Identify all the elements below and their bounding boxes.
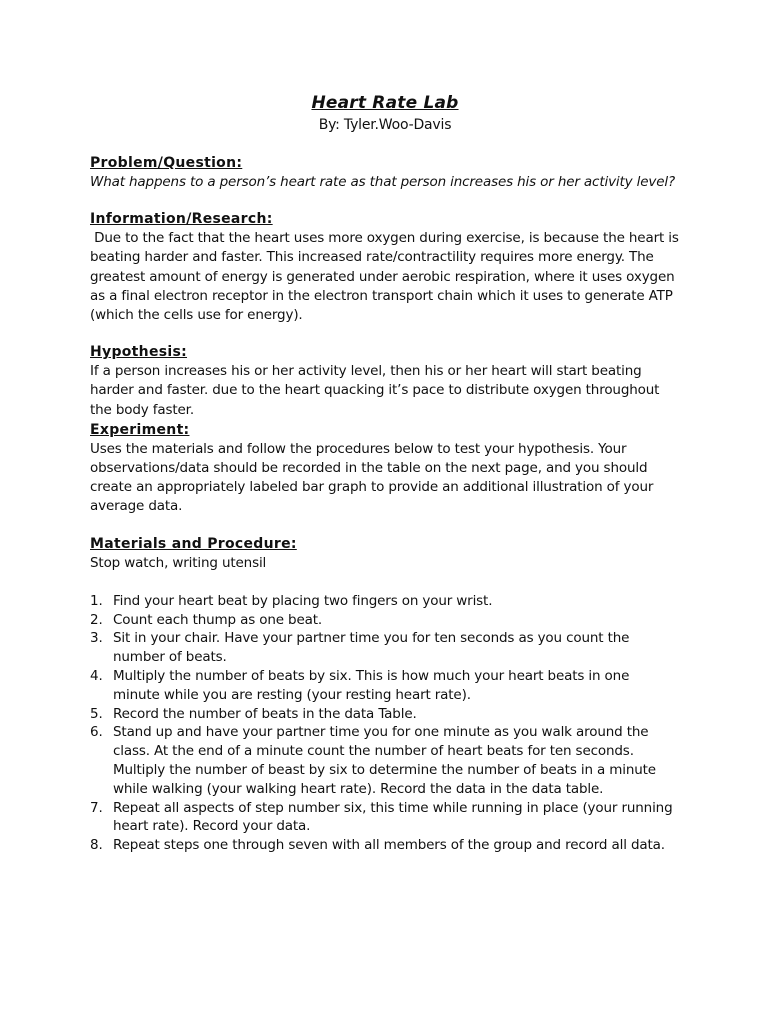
step-number: 5. [90,705,103,722]
hypothesis-section [90,343,680,420]
procedure-step [90,629,680,667]
information-heading: Information/Research: [90,211,273,228]
materials-section [90,535,680,573]
experiment-heading: Experiment: [90,421,190,438]
materials-heading: Materials and Procedure: [90,535,297,552]
step-text: Repeat steps one through seven with all members of the group and record all data. [113,837,665,854]
materials-text: Stop watch, writing utensil [90,554,267,571]
step-text: Repeat all aspects of step number six, this time while running in place (your running heart rate). Record your data. [113,799,673,835]
step-number: 1. [90,592,103,609]
problem-section [90,154,680,192]
procedure-step [90,592,680,611]
document-page [90,92,683,855]
information-section [90,210,683,325]
step-text: Sit in your chair. Have your partner time you for ten seconds as you count the number of beats. [113,630,630,666]
document-title: Heart Rate Lab [311,93,459,113]
step-text: Find your heart beat by placing two fingers on your wrist. [113,592,493,609]
procedure-step [90,705,680,724]
step-number: 4. [90,668,103,685]
step-text: Count each thump as one beat. [113,611,323,628]
problem-text: What happens to a person’s heart rate as that person increases his or her activity level? [90,174,675,190]
procedure-step [90,836,680,855]
hypothesis-text: If a person increases his or her activity level, then his or her heart will start beating harder and faster. due to the heart quacking it’s pace to distribute oxygen throughout the body faster. [90,363,660,418]
experiment-text: Uses the materials and follow the procedures below to test your hypothesis. Your observations/data should be recorded in the table on the next page, and you should create an appropriately labeled bar graph to provide an additional illustration of your average data. [90,440,654,515]
step-number: 2. [90,611,103,628]
procedure-step [90,723,680,798]
step-number: 7. [90,799,103,816]
procedure-step [90,799,680,837]
procedure-list [90,592,680,855]
step-number: 6. [90,724,103,741]
procedure-step [90,667,680,705]
problem-heading: Problem/Question: [90,155,243,171]
step-text: Record the number of beats in the data Table. [113,705,417,722]
step-number: 3. [90,630,103,647]
step-number: 8. [90,837,103,854]
procedure-step [90,611,680,630]
experiment-section [90,421,680,517]
information-text: Due to the fact that the heart uses more oxygen during exercise, is because the heart is beating harder and faster. This increased rate/contractility requires more energy. The greatest amount of energy is generated under aerobic respiration, where it uses oxygen as a final electron receptor in the electron transport chain which it uses to generate ATP (which the cells use for energy). [90,230,683,324]
hypothesis-heading: Hypothesis: [90,344,188,361]
author-line: By: Tyler.Woo-Davis [318,117,452,133]
step-text: Stand up and have your partner time you for one minute as you walk around the class. At the end of a minute count the number of heart beats for ten seconds. Multiply the number of beast by six to determine the number of beats in a minute while walking (your walking heart rate). Record the data in the data table. [113,724,656,797]
step-text: Multiply the number of beats by six. This is how much your heart beats in one minute while you are resting (your resting heart rate). [113,668,630,703]
